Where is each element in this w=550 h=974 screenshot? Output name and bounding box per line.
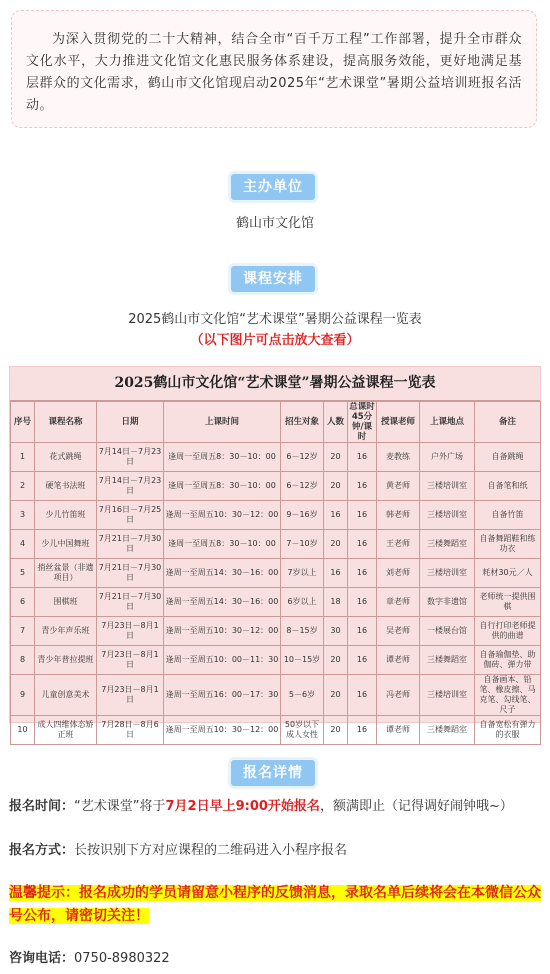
table-cell: 一楼展台馆 <box>420 617 475 646</box>
table-cell: 7月14日－7月23日 <box>97 443 164 472</box>
table-cell: 16 <box>348 646 377 675</box>
table-cell: 16 <box>348 559 377 588</box>
table-cell: 逢周一至周五10：30－12：00 <box>164 501 281 530</box>
table-cell: 三楼舞蹈室 <box>420 716 475 745</box>
table-cell: 少儿竹笛班 <box>35 501 97 530</box>
table-cell: 自备舞蹈鞋和练功衣 <box>475 530 541 559</box>
table-cell: 6岁以上 <box>281 588 324 617</box>
table-cell: 老师统一提供围棋 <box>475 588 541 617</box>
table-cell: 10－15岁 <box>281 646 324 675</box>
table-cell: 20 <box>324 646 348 675</box>
table-cell: 10 <box>11 716 35 745</box>
table-cell: 围棋班 <box>35 588 97 617</box>
warning-notice <box>9 882 542 928</box>
table-header-cell: 授课老师 <box>377 402 420 443</box>
table-cell: 1 <box>11 443 35 472</box>
table-header-cell: 人数 <box>324 402 348 443</box>
table-cell: 黄老师 <box>377 472 420 501</box>
schedule-heading: 课程安排 <box>231 266 315 292</box>
signup-time <box>9 798 513 816</box>
table-cell: 自行打印老师提供的曲谱 <box>475 617 541 646</box>
table-row <box>11 472 541 501</box>
table-cell: 冯老师 <box>377 675 420 716</box>
phone-number[interactable]: 0750-8980322 <box>74 951 170 966</box>
table-cell: 捎丝盆景（非遗项目） <box>35 559 97 588</box>
table-cell: 16 <box>324 559 348 588</box>
table-cell: 自备宽松有弹力的衣服 <box>475 716 541 745</box>
table-row <box>11 716 541 745</box>
table-cell: 三楼舞蹈室 <box>420 530 475 559</box>
table-cell: 自备画本、铅笔、橡皮擦、马克笔、勾线笔、尺子 <box>475 675 541 716</box>
table-cell: 16 <box>348 443 377 472</box>
table-cell: 20 <box>324 443 348 472</box>
intro-box <box>11 10 537 128</box>
table-cell: 耗材30元／人 <box>475 559 541 588</box>
table-cell: 青少年普拉提班 <box>35 646 97 675</box>
phone-label: 咨询电话： <box>9 951 75 966</box>
table-row <box>11 559 541 588</box>
table-cell: 韩老师 <box>377 501 420 530</box>
table-cell: 数字非遗馆 <box>420 588 475 617</box>
table-cell: 逢周一至周五10：30－12：00 <box>164 617 281 646</box>
table-cell: 逢周一至周五14：30－16：00 <box>164 559 281 588</box>
table-cell: 16 <box>348 716 377 745</box>
table-cell: 16 <box>348 530 377 559</box>
table-header-cell: 日期 <box>97 402 164 443</box>
contact-phone <box>9 950 170 968</box>
table-cell: 逢周一至周五8：30－10：00 <box>164 472 281 501</box>
table-cell: 6 <box>11 588 35 617</box>
table-cell: 7月14日－7月23日 <box>97 472 164 501</box>
table-cell: 16 <box>348 472 377 501</box>
table-cell: 谭老师 <box>377 716 420 745</box>
table-cell: 18 <box>324 588 348 617</box>
signup-method-label: 报名方式： <box>9 843 75 858</box>
table-cell: 7月28日－8月6日 <box>97 716 164 745</box>
table-cell: 7月23日－8月1日 <box>97 675 164 716</box>
table-cell: 7月21日－7月30日 <box>97 530 164 559</box>
table-cell: 20 <box>324 716 348 745</box>
table-cell: 7月21日－7月30日 <box>97 559 164 588</box>
table-cell: 青少年声乐班 <box>35 617 97 646</box>
signup-time-pre: “艺术课堂”将于 <box>74 799 166 814</box>
table-cell: 逢周一至周五10：30－12：00 <box>164 716 281 745</box>
table-cell: 8 <box>11 646 35 675</box>
table-row <box>11 646 541 675</box>
table-cell: 吴老师 <box>377 617 420 646</box>
table-cell: 8－15岁 <box>281 617 324 646</box>
table-cell: 自备瑜伽垫、助伽砖、弹力带 <box>475 646 541 675</box>
table-row <box>11 443 541 472</box>
table-cell: 三楼培训室 <box>420 501 475 530</box>
table-cell: 7－10岁 <box>281 530 324 559</box>
table-cell: 硬笔书法班 <box>35 472 97 501</box>
table-cell: 王老师 <box>377 530 420 559</box>
table-cell: 16 <box>348 617 377 646</box>
table-cell: 7月16日－7月25日 <box>97 501 164 530</box>
schedule-hint: （以下图片可点击放大查看） <box>190 333 360 348</box>
table-header-row <box>11 402 541 443</box>
signup-method <box>9 842 347 860</box>
table-cell: 谭老师 <box>377 646 420 675</box>
table-cell: 刘老师 <box>377 559 420 588</box>
table-row <box>11 530 541 559</box>
table-header-cell: 备注 <box>475 402 541 443</box>
table-cell: 5 <box>11 559 35 588</box>
table-cell: 三楼舞蹈室 <box>420 646 475 675</box>
table-cell: 逢周一至周五8：30－10：00 <box>164 530 281 559</box>
table-cell: 5－6岁 <box>281 675 324 716</box>
table-body <box>11 443 541 745</box>
table-row <box>11 588 541 617</box>
schedule-table-image[interactable] <box>9 366 541 739</box>
table-cell: 4 <box>11 530 35 559</box>
signup-time-post: ，额满即止（记得调好闹钟哦~） <box>319 799 513 814</box>
table-title: 2025鹤山市文化馆“艺术课堂”暑期公益课程一览表 <box>10 367 540 401</box>
organizer-name: 鹤山市文化馆 <box>235 216 314 231</box>
warning-text: 温馨提示：报名成功的学员请留意小程序的反馈消息，录取名单后续将会在本微信公众号公布，请密切关注！ <box>9 885 541 924</box>
table-cell: 三楼培训室 <box>420 559 475 588</box>
table-header-cell: 招生对象 <box>281 402 324 443</box>
table-cell: 逢周一至周五10：00－11：30 <box>164 646 281 675</box>
table-cell: 9 <box>11 675 35 716</box>
table-row <box>11 675 541 716</box>
table-cell: 6－12岁 <box>281 472 324 501</box>
table-cell: 章老师 <box>377 588 420 617</box>
table-cell: 7月21日－7月30日 <box>97 588 164 617</box>
organizer-heading: 主办单位 <box>231 174 315 200</box>
table-cell: 三楼培训室 <box>420 675 475 716</box>
table-row <box>11 617 541 646</box>
table-cell: 少儿中国舞班 <box>35 530 97 559</box>
table-cell: 成人四维体态矫正班 <box>35 716 97 745</box>
table-cell: 自备竹笛 <box>475 501 541 530</box>
table-cell: 16 <box>324 501 348 530</box>
table-header-cell: 上课地点 <box>420 402 475 443</box>
table-cell: 自备笔和纸 <box>475 472 541 501</box>
signup-time-highlight: 7月2日早上9:00开始报名 <box>165 799 320 814</box>
table-cell: 50岁以下成人女性 <box>281 716 324 745</box>
table-cell: 20 <box>324 675 348 716</box>
table-cell: 儿童创意美术 <box>35 675 97 716</box>
signup-time-label: 报名时间： <box>9 799 75 814</box>
table-cell: 9－16岁 <box>281 501 324 530</box>
table-cell: 20 <box>324 530 348 559</box>
table-cell: 逢周一至周五8：30－10：00 <box>164 443 281 472</box>
table-cell: 7月23日－8月1日 <box>97 646 164 675</box>
table-header-cell: 上课时间 <box>164 402 281 443</box>
table-cell: 逢周一至周五16：00－17：30 <box>164 675 281 716</box>
table-header-cell: 总课时45分钟/课时 <box>349 402 375 442</box>
table-cell: 16 <box>348 501 377 530</box>
table-cell: 20 <box>324 472 348 501</box>
schedule-table <box>10 401 541 745</box>
schedule-caption: 2025鹤山市文化馆“艺术课堂”暑期公益课程一览表 <box>128 312 422 327</box>
table-cell: 2 <box>11 472 35 501</box>
table-header-cell: 序号 <box>11 402 35 443</box>
signup-heading: 报名详情 <box>231 760 315 786</box>
table-cell: 6－12岁 <box>281 443 324 472</box>
table-cell: 7 <box>11 617 35 646</box>
table-cell: 逢周一至周五14：30－16：00 <box>164 588 281 617</box>
table-row <box>11 501 541 530</box>
intro-text: 为深入贯彻党的二十大精神，结合全市“百千万工程”工作部署，提升全市群众文化水平，大力推进文化馆文化惠民服务体系建设，提高服务效能，更好地满足基层群众的文化需求，鹤山市文化馆现启动2025年“艺术课堂”暑期公益培训班报名活动。 <box>26 32 522 113</box>
table-cell: 3 <box>11 501 35 530</box>
table-cell: 7岁以上 <box>281 559 324 588</box>
table-header-cell: 课程名称 <box>35 402 97 443</box>
table-cell: 16 <box>348 675 377 716</box>
signup-method-text: 长按识别下方对应课程的二维码进入小程序报名 <box>74 843 348 858</box>
table-cell: 16 <box>348 588 377 617</box>
table-cell: 花式跳绳 <box>35 443 97 472</box>
table-cell: 7月23日－8月1日 <box>97 617 164 646</box>
table-cell: 三楼培训室 <box>420 472 475 501</box>
table-cell: 户外广场 <box>420 443 475 472</box>
table-cell: 自备跳绳 <box>475 443 541 472</box>
table-cell: 30 <box>324 617 348 646</box>
table-cell: 麦教练 <box>377 443 420 472</box>
